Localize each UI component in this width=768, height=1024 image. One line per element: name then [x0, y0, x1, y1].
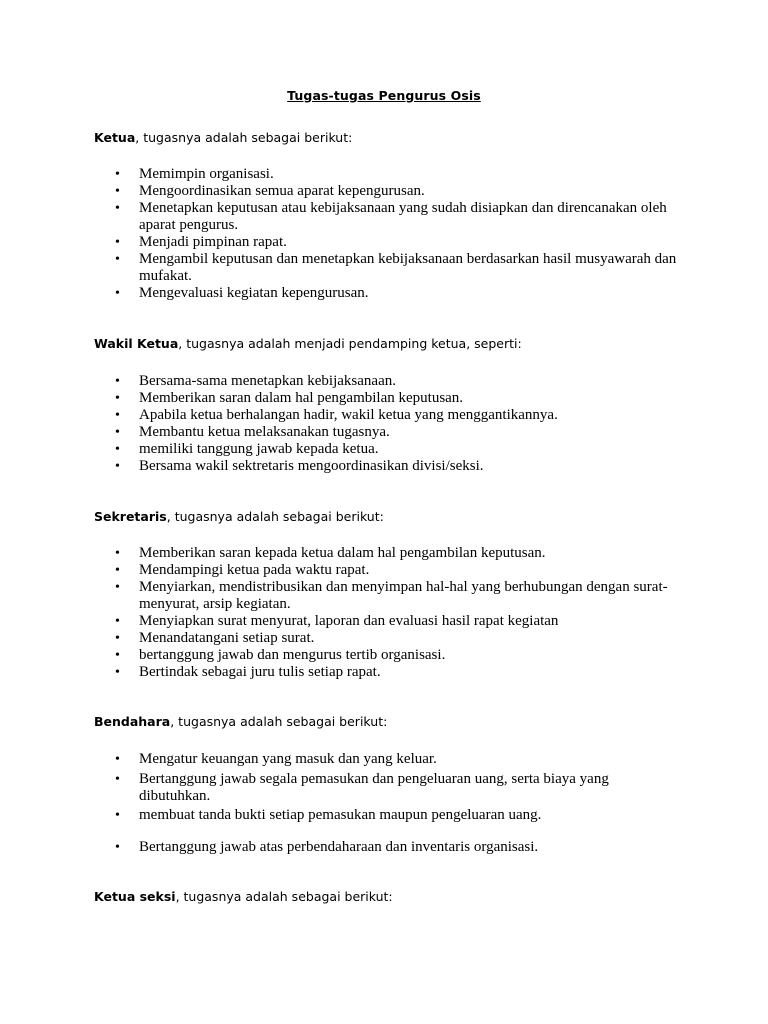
list-item: • Bertanggung jawab segala pemasukan dan pengeluaran uang, serta biaya yang dibutuhkan. — [0, 771, 679, 805]
list-item: • memiliki tanggung jawab kepada ketua. — [0, 441, 679, 458]
task-list-ketua — [0, 166, 679, 302]
role-name: Bendahara — [94, 714, 171, 729]
heading-text: , tugasnya adalah menjadi pendamping ketua, seperti: — [178, 336, 522, 351]
heading-text: , tugasnya adalah sebagai berikut: — [166, 509, 384, 524]
task-list-bendahara — [0, 751, 679, 856]
section-heading-ketua — [94, 130, 352, 145]
list-item: • Membantu ketua melaksanakan tugasnya. — [0, 424, 679, 441]
list-item: • Bersama wakil sektretaris mengoordinasikan divisi/seksi. — [0, 458, 679, 475]
role-name: Ketua — [94, 130, 136, 145]
list-item: • Menjadi pimpinan rapat. — [0, 234, 679, 251]
list-item: • Memberikan saran kepada ketua dalam hal pengambilan keputusan. — [0, 545, 679, 562]
list-item: • Menetapkan keputusan atau kebijaksanaan yang sudah disiapkan dan direncanakan oleh aparat pengurus. — [0, 200, 679, 234]
list-item: • Menandatangani setiap surat. — [0, 630, 679, 647]
list-item: • bertanggung jawab dan mengurus tertib organisasi. — [0, 647, 679, 664]
list-item: • Mengatur keuangan yang masuk dan yang keluar. — [0, 751, 679, 768]
list-item: • Bertanggung jawab atas perbendaharaan dan inventaris organisasi. — [0, 839, 679, 856]
section-heading-wakil-ketua — [94, 336, 522, 351]
section-heading-bendahara — [94, 714, 387, 729]
list-item: • Memimpin organisasi. — [0, 166, 679, 183]
section-heading-sekretaris — [94, 509, 384, 524]
list-item: • Memberikan saran dalam hal pengambilan keputusan. — [0, 390, 679, 407]
list-item: • Menyiarkan, mendistribusikan dan menyimpan hal-hal yang berhubungan dengan surat-menyurat, arsip kegiatan. — [0, 579, 679, 613]
list-item: • Mengambil keputusan dan menetapkan kebijaksanaan berdasarkan hasil musyawarah dan mufakat. — [0, 251, 679, 285]
list-item: • Mengevaluasi kegiatan kepengurusan. — [0, 285, 679, 302]
heading-text: , tugasnya adalah sebagai berikut: — [175, 889, 393, 904]
list-item: • Mendampingi ketua pada waktu rapat. — [0, 562, 679, 579]
page-title: Tugas-tugas Pengurus Osis — [287, 88, 481, 103]
heading-text: , tugasnya adalah sebagai berikut: — [170, 714, 388, 729]
list-item: • membuat tanda bukti setiap pemasukan maupun pengeluaran uang. — [0, 807, 679, 824]
list-item: • Bertindak sebagai juru tulis setiap rapat. — [0, 664, 679, 681]
task-list-sekretaris — [0, 545, 679, 681]
role-name: Wakil Ketua — [94, 336, 179, 351]
role-name: Ketua seksi — [94, 889, 176, 904]
role-name: Sekretaris — [94, 509, 167, 524]
section-heading-ketua-seksi — [94, 889, 393, 904]
task-list-wakil-ketua — [0, 373, 679, 475]
heading-text: , tugasnya adalah sebagai berikut: — [135, 130, 353, 145]
list-item: • Menyiapkan surat menyurat, laporan dan evaluasi hasil rapat kegiatan — [0, 613, 679, 630]
list-item: • Mengoordinasikan semua aparat kepengurusan. — [0, 183, 679, 200]
list-item: • Bersama-sama menetapkan kebijaksanaan. — [0, 373, 679, 390]
list-item: • Apabila ketua berhalangan hadir, wakil ketua yang menggantikannya. — [0, 407, 679, 424]
